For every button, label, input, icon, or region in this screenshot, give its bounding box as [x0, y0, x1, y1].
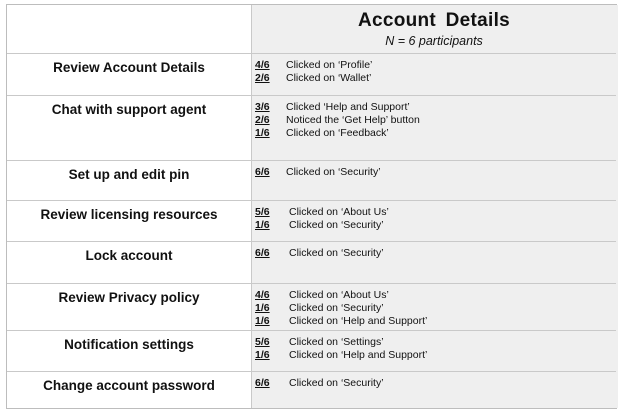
finding-count: 1/6	[255, 348, 270, 361]
task-label: Chat with support agent	[51, 102, 207, 117]
finding-text: Clicked on ‘About Us’	[289, 289, 389, 301]
finding-count: 2/6	[255, 71, 270, 84]
finding-text: Clicked on ‘Settings’	[289, 336, 384, 348]
task-label: Lock account	[85, 248, 173, 263]
table-row	[7, 200, 616, 241]
finding-count: 4/6	[255, 59, 270, 71]
findings-list	[255, 377, 615, 390]
participant-count: N = 6 participants	[385, 34, 483, 48]
finding-text: Clicked on ‘Security’	[286, 166, 381, 178]
finding-text: Clicked on ‘About Us’	[289, 206, 389, 218]
finding-count: 3/6	[255, 101, 270, 113]
task-label: Set up and edit pin	[68, 167, 190, 182]
page-title: Account Details	[357, 10, 511, 31]
finding-text: Clicked on ‘Help and Support’	[289, 348, 428, 361]
finding-text: Clicked on ‘Help and Support’	[289, 314, 428, 327]
finding-item	[255, 247, 615, 260]
finding-item	[255, 336, 615, 349]
finding-text: Noticed the ‘Get Help’ button	[286, 113, 420, 126]
findings-list	[255, 336, 615, 362]
finding-item	[255, 72, 615, 85]
table-header	[7, 5, 616, 53]
findings-list	[255, 166, 615, 179]
finding-item	[255, 377, 615, 390]
task-label: Review licensing resources	[40, 207, 218, 222]
finding-text: Clicked on ‘Security’	[289, 301, 384, 314]
table-row	[7, 95, 616, 160]
finding-count: 2/6	[255, 113, 270, 126]
finding-count: 1/6	[255, 126, 270, 139]
table-row	[7, 330, 616, 371]
table-row	[7, 371, 616, 409]
finding-text: Clicked on ‘Security’	[289, 218, 384, 231]
finding-item	[255, 289, 615, 302]
findings-list	[255, 101, 615, 139]
findings-table	[6, 4, 617, 409]
finding-item	[255, 101, 615, 114]
finding-text: Clicked on ‘Security’	[289, 377, 384, 389]
finding-text: Clicked on ‘Profile’	[286, 59, 373, 71]
task-label: Notification settings	[64, 337, 194, 352]
finding-count: 6/6	[255, 377, 270, 389]
finding-count: 4/6	[255, 289, 270, 301]
finding-text: Clicked ‘Help and Support’	[286, 101, 410, 113]
finding-item	[255, 166, 615, 179]
finding-text: Clicked on ‘Feedback’	[286, 126, 389, 139]
finding-text: Clicked on ‘Wallet’	[286, 71, 372, 84]
finding-item	[255, 114, 615, 127]
findings-list	[255, 289, 615, 327]
finding-item	[255, 349, 615, 362]
table-row	[7, 53, 616, 95]
finding-count: 6/6	[255, 247, 270, 259]
finding-text: Clicked on ‘Security’	[289, 247, 384, 259]
finding-item	[255, 219, 615, 232]
finding-count: 5/6	[255, 336, 270, 348]
findings-list	[255, 59, 615, 85]
task-label: Review Account Details	[53, 60, 205, 75]
finding-count: 5/6	[255, 206, 270, 218]
table-row	[7, 241, 616, 283]
task-label: Change account password	[43, 378, 215, 393]
finding-item	[255, 206, 615, 219]
finding-item	[255, 127, 615, 140]
finding-count: 1/6	[255, 314, 270, 327]
finding-item	[255, 59, 615, 72]
findings-list	[255, 247, 615, 260]
table-row	[7, 160, 616, 200]
table-row	[7, 283, 616, 330]
finding-count: 6/6	[255, 166, 270, 178]
finding-count: 1/6	[255, 218, 270, 231]
findings-list	[255, 206, 615, 232]
finding-item	[255, 315, 615, 328]
finding-item	[255, 302, 615, 315]
finding-count: 1/6	[255, 301, 270, 314]
task-label: Review Privacy policy	[58, 290, 200, 305]
